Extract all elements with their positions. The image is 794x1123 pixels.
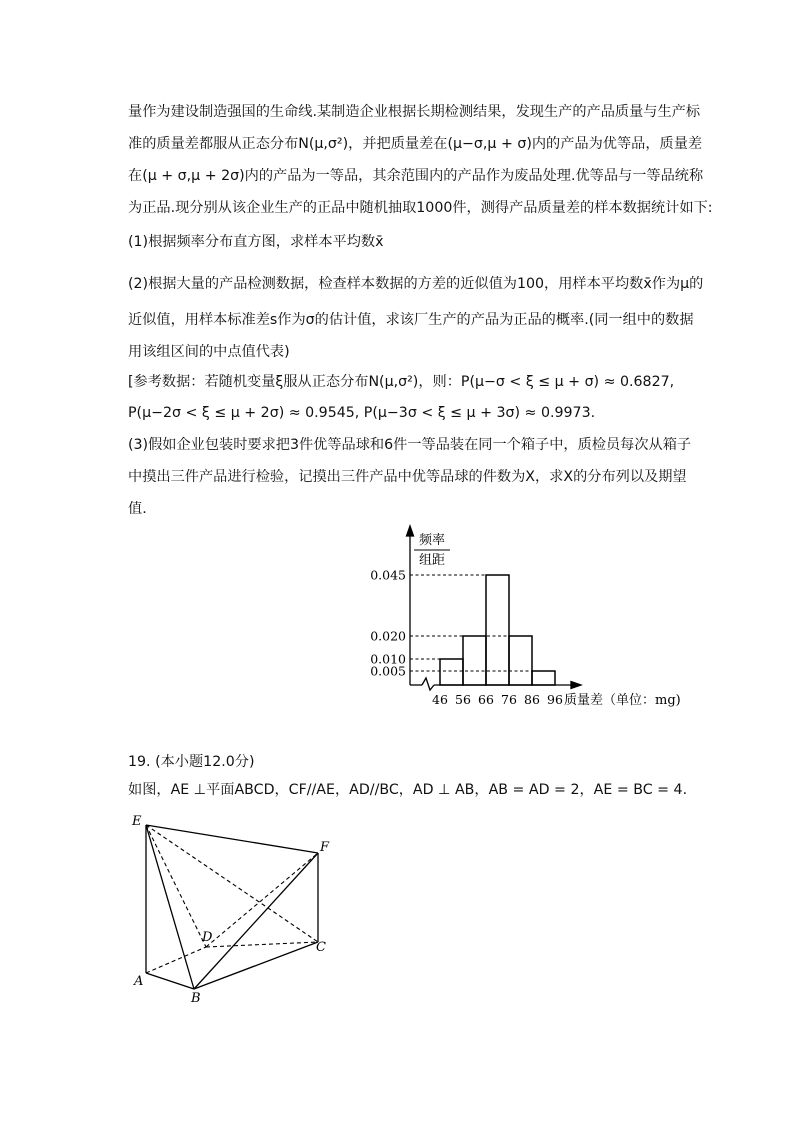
x-tick-label: 96 xyxy=(547,692,563,707)
p18-part2-line3: 用该组区间的中点值代表) xyxy=(128,344,290,360)
x-tick-label: 86 xyxy=(524,692,540,707)
geometry-figure xyxy=(120,805,340,1010)
p18-part1: (1)根据频率分布直方图，求样本平均数x̄ xyxy=(128,234,384,250)
label-B: B xyxy=(191,991,201,1006)
edge-DC xyxy=(206,942,318,947)
p18-part2-line2: 近似值，用样本标准差s作为σ的估计值，求该厂生产的产品为正品的概率.(同一组中的数据 xyxy=(128,312,694,328)
edge-EC xyxy=(146,825,318,942)
y-tick-label: 0.045 xyxy=(370,567,406,583)
p18-part2-line1: (2)根据大量的产品检测数据，检查样本数据的方差的近似值为100，用样本平均数x̄作为μ的 xyxy=(128,276,704,292)
bar xyxy=(509,636,532,685)
label-E: E xyxy=(132,814,142,829)
x-tick-label: 66 xyxy=(478,692,494,707)
label-F: F xyxy=(320,840,330,855)
p19-statement: 如图，AE ⊥平面ABCD，CF//AE，AD//BC，AD ⊥ AB，AB = AD = 2，AE = BC = 4. xyxy=(128,782,688,798)
edge-AD xyxy=(146,947,206,973)
edge-DF xyxy=(206,853,318,947)
y-axis-arrow xyxy=(407,526,414,536)
bar xyxy=(440,659,463,685)
p18-part3-line3: 值. xyxy=(128,501,147,517)
y-tick-label: 0.010 xyxy=(370,651,406,667)
x-tick-label: 76 xyxy=(501,692,517,707)
x-axis-break xyxy=(422,678,434,690)
label-D: D xyxy=(202,930,213,945)
x-axis-arrow xyxy=(571,682,581,689)
p18-line-1: 量作为建设制造强国的生命线.某制造企业根据长期检测结果，发现生产的产品质量与生产标 xyxy=(128,104,701,120)
bar xyxy=(532,671,555,685)
p19-header: 19. (本小题12.0分) xyxy=(128,754,255,770)
edge-BC xyxy=(194,942,318,989)
y-tick-label: 0.005 xyxy=(370,663,406,679)
p18-part3-line1: (3)假如企业包装时要求把3件优等品球和6件一等品装在同一个箱子中，质检员每次从箱子 xyxy=(128,437,692,453)
p18-line-4: 为正品.现分别从该企业生产的正品中随机抽取1000件，测得产品质量差的样本数据统计如下: xyxy=(128,200,713,216)
x-axis-label: 质量差（单位：mg) xyxy=(564,693,681,708)
edge-EF xyxy=(146,825,318,853)
x-tick-label: 46 xyxy=(432,692,448,707)
edge-AB xyxy=(146,973,194,989)
y-tick-label: 0.020 xyxy=(370,628,406,644)
frequency-histogram xyxy=(360,520,720,720)
p18-line-3: 在(μ + σ,μ + 2σ)内的产品为一等品，其余范围内的产品作为废品处理.优等品与一等品统称 xyxy=(128,168,704,184)
y-label-top: 频率 xyxy=(418,533,446,548)
p18-ref-line2: P(μ−2σ < ξ ≤ μ + 2σ) ≈ 0.9545, P(μ−3σ < ξ ≤ μ + 3σ) ≈ 0.9973. xyxy=(128,405,596,421)
bar xyxy=(463,636,486,685)
p18-ref-line1: [参考数据：若随机变量ξ服从正态分布N(μ,σ²)，则：P(μ−σ < ξ ≤ μ + σ) ≈ 0.6827, xyxy=(128,374,675,390)
label-A: A xyxy=(134,974,144,989)
label-C: C xyxy=(316,940,326,955)
x-tick-label: 56 xyxy=(455,692,471,707)
bar xyxy=(486,575,509,685)
y-label-bottom: 组距 xyxy=(418,553,446,568)
edge-BF xyxy=(194,853,318,989)
p18-part3-line2: 中摸出三件产品进行检验，记摸出三件产品中优等品球的件数为X，求X的分布列以及期望 xyxy=(128,469,687,485)
p18-line-2: 准的质量差都服从正态分布N(μ,σ²)，并把质量差在(μ−σ,μ + σ)内的产品为优等品，质量差 xyxy=(128,136,703,152)
